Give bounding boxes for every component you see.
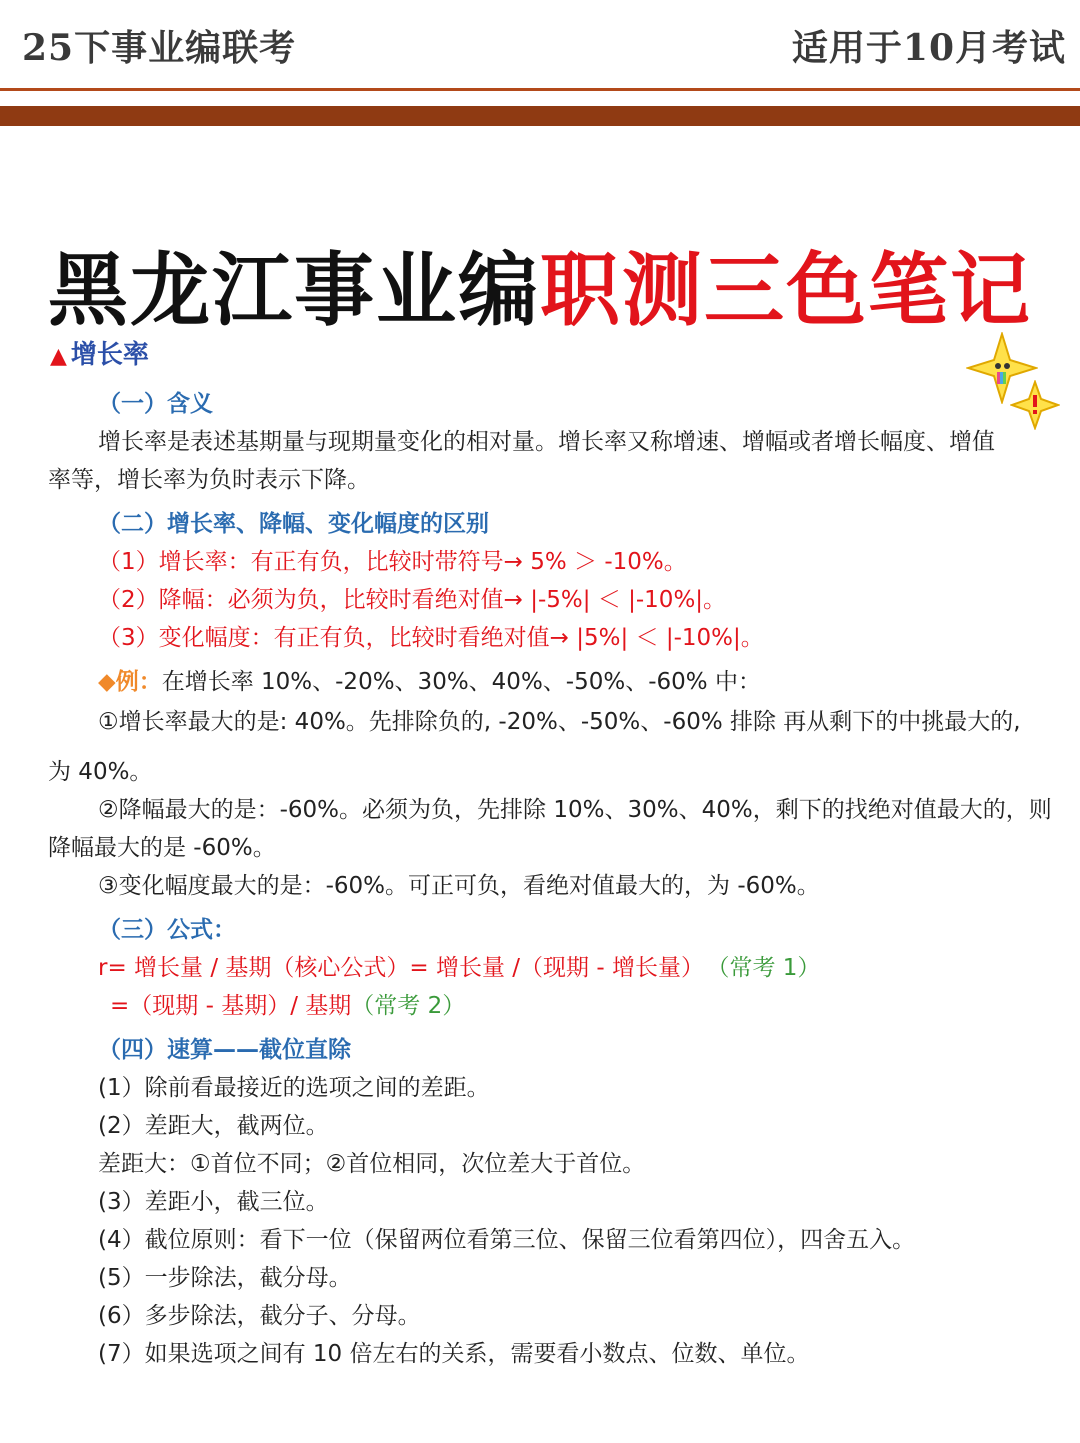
formula-1-note: （常考 1） (717, 955, 821, 981)
page-title (0, 226, 1080, 341)
formula-2-text: =（现期 - 基期）/ 基期 (110, 993, 352, 1019)
example-1-line1: ①增长率最大的是: 40%。先排除负的, -20%、-50%、-60% 排除 再从剩下的中挑最大的, (98, 709, 1021, 735)
part2-item-2: （2）降幅：必须为负，比较时看绝对值→ |-5%| ＜ |-10%|。 (98, 587, 727, 613)
part4-item-1: (1）除前看最接近的选项之间的差距。 (98, 1075, 490, 1101)
example-line (98, 666, 761, 698)
part2-item-1: （1）增长率：有正有负，比较时带符号→ 5% ＞ -10%。 (98, 549, 687, 575)
triangle-marker-icon: ▲ (50, 344, 67, 369)
example-2-line2: 降幅最大的是 -60%。 (48, 835, 276, 861)
part4-item-7: (6）多步除法，截分子、分母。 (98, 1303, 421, 1329)
part4-item-2: (2）差距大，截两位。 (98, 1113, 329, 1139)
section-title: 增长率 (70, 340, 149, 370)
section-heading (50, 334, 149, 371)
part4-item-5: (4）截位原则：看下一位（保留两位看第三位、保留三位看第四位），四舍五入。 (98, 1227, 916, 1253)
title-red-part: 职测三色笔记 (540, 244, 1032, 337)
formula-2 (110, 990, 465, 1022)
sparkle-star-small-icon (1010, 380, 1060, 430)
part1-paragraph-line1: 增长率是表述基期量与现期量变化的相对量。增长率又称增速、增幅或者增长幅度、增值 (98, 429, 995, 455)
part2-heading: （二）增长率、降幅、变化幅度的区别 (98, 511, 489, 537)
part4-heading: （四）速算——截位直除 (98, 1037, 351, 1063)
header-thick-rule (0, 106, 1080, 126)
part4-item-8: (7）如果选项之间有 10 倍左右的关系，需要看小数点、位数、单位。 (98, 1341, 810, 1367)
page-header (0, 0, 1080, 88)
example-1-line2: 为 40%。 (48, 759, 153, 785)
example-text: 在增长率 10%、-20%、30%、40%、-50%、-60% 中： (161, 669, 761, 695)
part1-heading: （一）含义 (98, 391, 213, 417)
example-label: ◆例： (98, 669, 162, 695)
formula-1 (98, 952, 820, 984)
part2-item-3: （3）变化幅度：有正有负，比较时看绝对值→ |5%| ＜ |-10%|。 (98, 625, 764, 651)
example-3: ③变化幅度最大的是：-60%。可正可负，看绝对值最大的，为 -60%。 (98, 873, 820, 899)
part3-heading: （三）公式： (98, 917, 236, 943)
part4-item-4: (3）差距小，截三位。 (98, 1189, 329, 1215)
header-left-text: 25下事业编联考 (22, 27, 297, 69)
header-right-text: 适用于10月考试 (791, 27, 1066, 69)
part1-paragraph-line2: 率等，增长率为负时表示下降。 (48, 467, 370, 493)
part4-item-3: 差距大：①首位不同；②首位相同，次位差大于首位。 (98, 1151, 646, 1177)
part4-item-6: (5）一步除法，截分母。 (98, 1265, 352, 1291)
formula-2-note: （常考 2） (351, 993, 466, 1019)
title-black-part: 黑龙江事业编 (48, 244, 540, 337)
formula-1-text: r= 增长量 / 基期（核心公式）= 增长量 /（现期 - 增长量） (98, 955, 704, 981)
header-thin-rule (0, 88, 1080, 91)
example-2-line1: ②降幅最大的是：-60%。必须为负，先排除 10%、30%、40%，剩下的找绝对值最大的，则 (98, 797, 1052, 823)
